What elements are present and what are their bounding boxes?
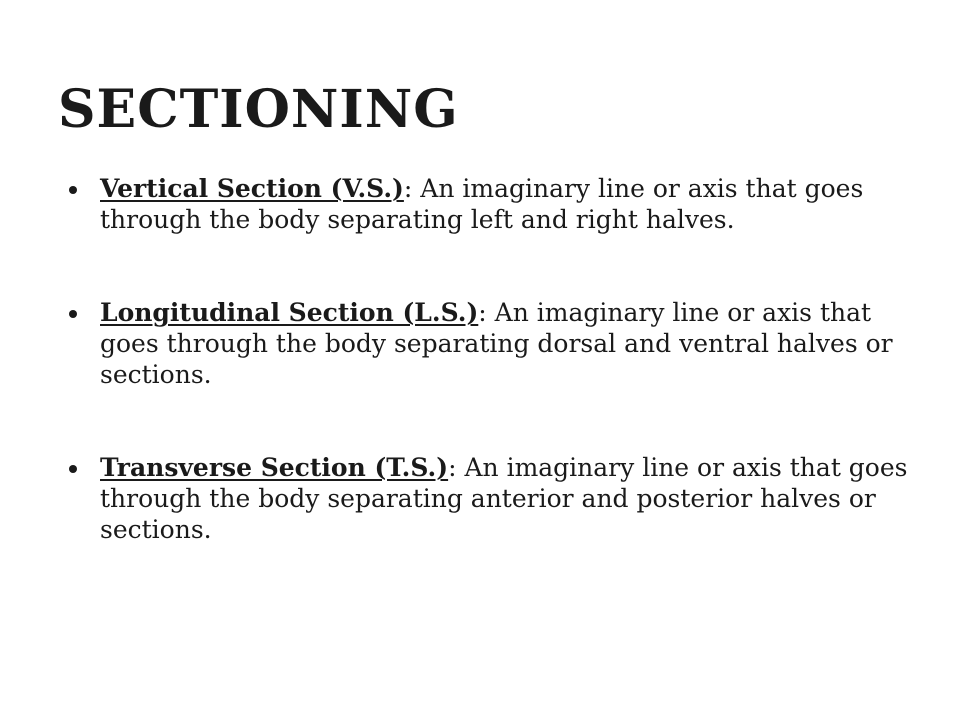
bullet-item-vertical-section [64,173,914,235]
term-separator: : [478,298,495,327]
bullet-dot-icon [69,310,77,318]
definition-vertical-section: An imaginary line or axis that goes through the body separating left and right halves. [100,174,864,234]
term-separator: : [448,453,465,482]
bullet-dot-icon [69,465,77,473]
term-transverse-section: Transverse Section (T.S.) [100,453,449,482]
bullet-item-longitudinal-section [64,297,914,390]
bullet-list [64,173,914,545]
slide-title: SECTIONING [58,79,459,140]
term-longitudinal-section: Longitudinal Section (L.S.) [100,298,479,327]
bullet-dot-icon [69,186,77,194]
term-separator: : [403,174,421,203]
definition-transverse-section: An imaginary line or axis that goes through the body separating anterior and posterior halves or sections. [100,453,908,544]
definition-longitudinal-section: An imaginary line or axis that goes through the body separating dorsal and ventral halves or sections. [100,298,893,389]
term-vertical-section: Vertical Section (V.S.) [100,174,404,203]
bullet-item-transverse-section [64,452,914,545]
